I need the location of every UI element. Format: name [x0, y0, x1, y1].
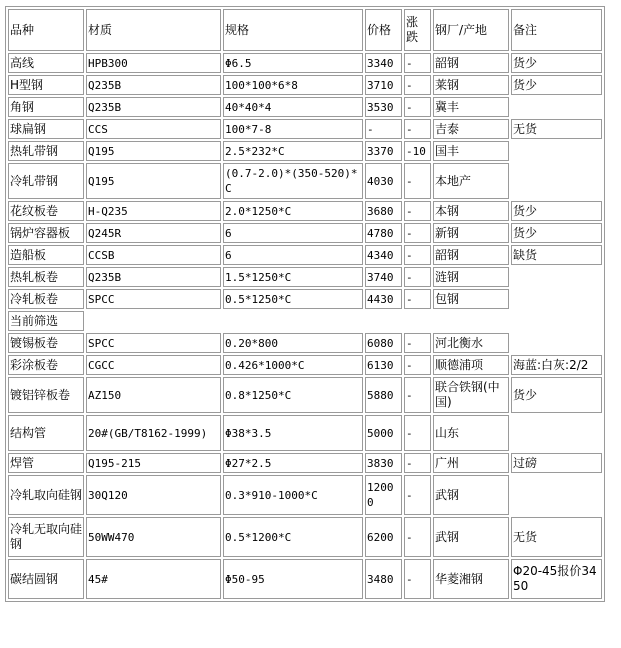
cell-change: -	[404, 377, 431, 413]
cell-material: Q195	[86, 141, 221, 161]
cell-material: SPCC	[86, 333, 221, 353]
cell-material: 20#(GB/T8162-1999)	[86, 415, 221, 451]
cell-origin: 吉泰	[433, 119, 509, 139]
cell-note: 缺货	[511, 245, 602, 265]
cell-price: 4430	[365, 289, 402, 309]
cell-material: 45#	[86, 559, 221, 599]
cell-spec: (0.7-2.0)*(350-520)*C	[223, 163, 363, 199]
cell-change: -	[404, 517, 431, 557]
cell-note: 海蓝:白灰:2/2	[511, 355, 602, 375]
cell-change: -	[404, 97, 431, 117]
cell-note	[511, 333, 602, 353]
cell-price: -	[365, 119, 402, 139]
table-row	[8, 119, 602, 139]
cell-material: Q245R	[86, 223, 221, 243]
cell-spec: 40*40*4	[223, 97, 363, 117]
cell-material: 30Q120	[86, 475, 221, 515]
cell-note: 无货	[511, 119, 602, 139]
filter-row-spacer	[86, 311, 602, 331]
cell-variety: 热轧板卷	[8, 267, 84, 287]
table-row	[8, 453, 602, 473]
cell-price: 5000	[365, 415, 402, 451]
table-row	[8, 415, 602, 451]
cell-variety: 焊管	[8, 453, 84, 473]
cell-variety: H型钢	[8, 75, 84, 95]
cell-spec: 0.8*1250*C	[223, 377, 363, 413]
cell-price: 6200	[365, 517, 402, 557]
cell-price: 4780	[365, 223, 402, 243]
cell-origin: 山东	[433, 415, 509, 451]
cell-note: 货少	[511, 377, 602, 413]
cell-note	[511, 163, 602, 199]
cell-origin: 河北衡水	[433, 333, 509, 353]
cell-variety: 花纹板卷	[8, 201, 84, 221]
cell-spec: Φ38*3.5	[223, 415, 363, 451]
cell-price: 3710	[365, 75, 402, 95]
cell-price: 4030	[365, 163, 402, 199]
cell-change: -	[404, 75, 431, 95]
cell-variety: 热轧带钢	[8, 141, 84, 161]
cell-variety: 角钢	[8, 97, 84, 117]
cell-note	[511, 141, 602, 161]
cell-price: 3480	[365, 559, 402, 599]
cell-change: -	[404, 289, 431, 309]
table-body	[8, 9, 602, 599]
cell-spec: 0.5*1200*C	[223, 517, 363, 557]
cell-change: -	[404, 415, 431, 451]
header-change: 涨跌	[404, 9, 431, 51]
cell-origin: 顺德浦项	[433, 355, 509, 375]
cell-spec: 2.0*1250*C	[223, 201, 363, 221]
cell-spec: 100*100*6*8	[223, 75, 363, 95]
cell-price: 4340	[365, 245, 402, 265]
cell-material: AZ150	[86, 377, 221, 413]
filter-row	[8, 311, 602, 331]
cell-material: HPB300	[86, 53, 221, 73]
cell-origin: 本地产	[433, 163, 509, 199]
header-material: 材质	[86, 9, 221, 51]
cell-origin: 武钢	[433, 517, 509, 557]
cell-note: 货少	[511, 223, 602, 243]
cell-variety: 冷轧板卷	[8, 289, 84, 309]
cell-variety: 冷轧带钢	[8, 163, 84, 199]
table-row	[8, 223, 602, 243]
cell-origin: 韶钢	[433, 245, 509, 265]
cell-origin: 联合铁钢(中国)	[433, 377, 509, 413]
cell-change: -	[404, 267, 431, 287]
table-row	[8, 53, 602, 73]
cell-price: 3830	[365, 453, 402, 473]
cell-change: -	[404, 223, 431, 243]
cell-note: 货少	[511, 75, 602, 95]
cell-note: Φ20-45报价3450	[511, 559, 602, 599]
cell-origin: 涟钢	[433, 267, 509, 287]
cell-spec: 0.5*1250*C	[223, 289, 363, 309]
cell-variety: 造船板	[8, 245, 84, 265]
cell-origin: 国丰	[433, 141, 509, 161]
cell-origin: 武钢	[433, 475, 509, 515]
cell-material: Q195	[86, 163, 221, 199]
cell-change: -	[404, 453, 431, 473]
cell-origin: 冀丰	[433, 97, 509, 117]
cell-note	[511, 415, 602, 451]
cell-material: H-Q235	[86, 201, 221, 221]
table-row	[8, 475, 602, 515]
table-row	[8, 201, 602, 221]
cell-change: -	[404, 201, 431, 221]
cell-variety: 彩涂板卷	[8, 355, 84, 375]
cell-note	[511, 475, 602, 515]
cell-note: 货少	[511, 201, 602, 221]
cell-material: Q195-215	[86, 453, 221, 473]
cell-price: 6130	[365, 355, 402, 375]
cell-origin: 韶钢	[433, 53, 509, 73]
cell-origin: 包钢	[433, 289, 509, 309]
cell-variety: 结构管	[8, 415, 84, 451]
cell-spec: 6	[223, 245, 363, 265]
table-row	[8, 289, 602, 309]
cell-spec: Φ27*2.5	[223, 453, 363, 473]
cell-material: CGCC	[86, 355, 221, 375]
cell-note	[511, 289, 602, 309]
cell-note	[511, 97, 602, 117]
table-row	[8, 355, 602, 375]
cell-spec: 6	[223, 223, 363, 243]
table-row	[8, 559, 602, 599]
cell-price: 3530	[365, 97, 402, 117]
header-row	[8, 9, 602, 51]
table-row	[8, 245, 602, 265]
cell-material: 50WW470	[86, 517, 221, 557]
cell-change: -	[404, 119, 431, 139]
table-row	[8, 97, 602, 117]
table-row	[8, 333, 602, 353]
current-filter-label: 当前筛选	[8, 311, 84, 331]
cell-spec: 1.5*1250*C	[223, 267, 363, 287]
header-spec: 规格	[223, 9, 363, 51]
cell-change: -	[404, 163, 431, 199]
cell-material: SPCC	[86, 289, 221, 309]
cell-change: -	[404, 53, 431, 73]
cell-price: 12000	[365, 475, 402, 515]
cell-variety: 碳结圆钢	[8, 559, 84, 599]
cell-origin: 华菱湘钢	[433, 559, 509, 599]
cell-spec: Φ6.5	[223, 53, 363, 73]
table-row	[8, 163, 602, 199]
steel-price-table	[5, 6, 605, 602]
cell-price: 3370	[365, 141, 402, 161]
cell-variety: 镀锡板卷	[8, 333, 84, 353]
cell-origin: 莱钢	[433, 75, 509, 95]
cell-price: 3340	[365, 53, 402, 73]
cell-material: Q235B	[86, 97, 221, 117]
cell-origin: 新钢	[433, 223, 509, 243]
table-row	[8, 141, 602, 161]
cell-note	[511, 267, 602, 287]
cell-spec: 100*7-8	[223, 119, 363, 139]
cell-spec: 0.3*910-1000*C	[223, 475, 363, 515]
cell-change: -	[404, 245, 431, 265]
table-row	[8, 517, 602, 557]
table-row	[8, 377, 602, 413]
cell-material: CCS	[86, 119, 221, 139]
header-note: 备注	[511, 9, 602, 51]
cell-spec: Φ50-95	[223, 559, 363, 599]
cell-variety: 高线	[8, 53, 84, 73]
cell-origin: 广州	[433, 453, 509, 473]
cell-variety: 冷轧取向硅钢	[8, 475, 84, 515]
cell-change: -	[404, 559, 431, 599]
cell-price: 6080	[365, 333, 402, 353]
cell-spec: 2.5*232*C	[223, 141, 363, 161]
cell-change: -10	[404, 141, 431, 161]
cell-spec: 0.20*800	[223, 333, 363, 353]
cell-note: 货少	[511, 53, 602, 73]
header-variety: 品种	[8, 9, 84, 51]
cell-change: -	[404, 355, 431, 375]
cell-change: -	[404, 475, 431, 515]
cell-price: 3680	[365, 201, 402, 221]
cell-note: 过磅	[511, 453, 602, 473]
cell-change: -	[404, 333, 431, 353]
cell-price: 5880	[365, 377, 402, 413]
cell-spec: 0.426*1000*C	[223, 355, 363, 375]
cell-variety: 冷轧无取向硅钢	[8, 517, 84, 557]
cell-variety: 球扁钢	[8, 119, 84, 139]
cell-variety: 镀铝锌板卷	[8, 377, 84, 413]
cell-material: Q235B	[86, 75, 221, 95]
table-row	[8, 75, 602, 95]
cell-material: CCSB	[86, 245, 221, 265]
cell-origin: 本钢	[433, 201, 509, 221]
cell-variety: 锅炉容器板	[8, 223, 84, 243]
table-row	[8, 267, 602, 287]
header-origin: 钢厂/产地	[433, 9, 509, 51]
price-table-container	[5, 6, 605, 602]
cell-price: 3740	[365, 267, 402, 287]
cell-note: 无货	[511, 517, 602, 557]
header-price: 价格	[365, 9, 402, 51]
cell-material: Q235B	[86, 267, 221, 287]
